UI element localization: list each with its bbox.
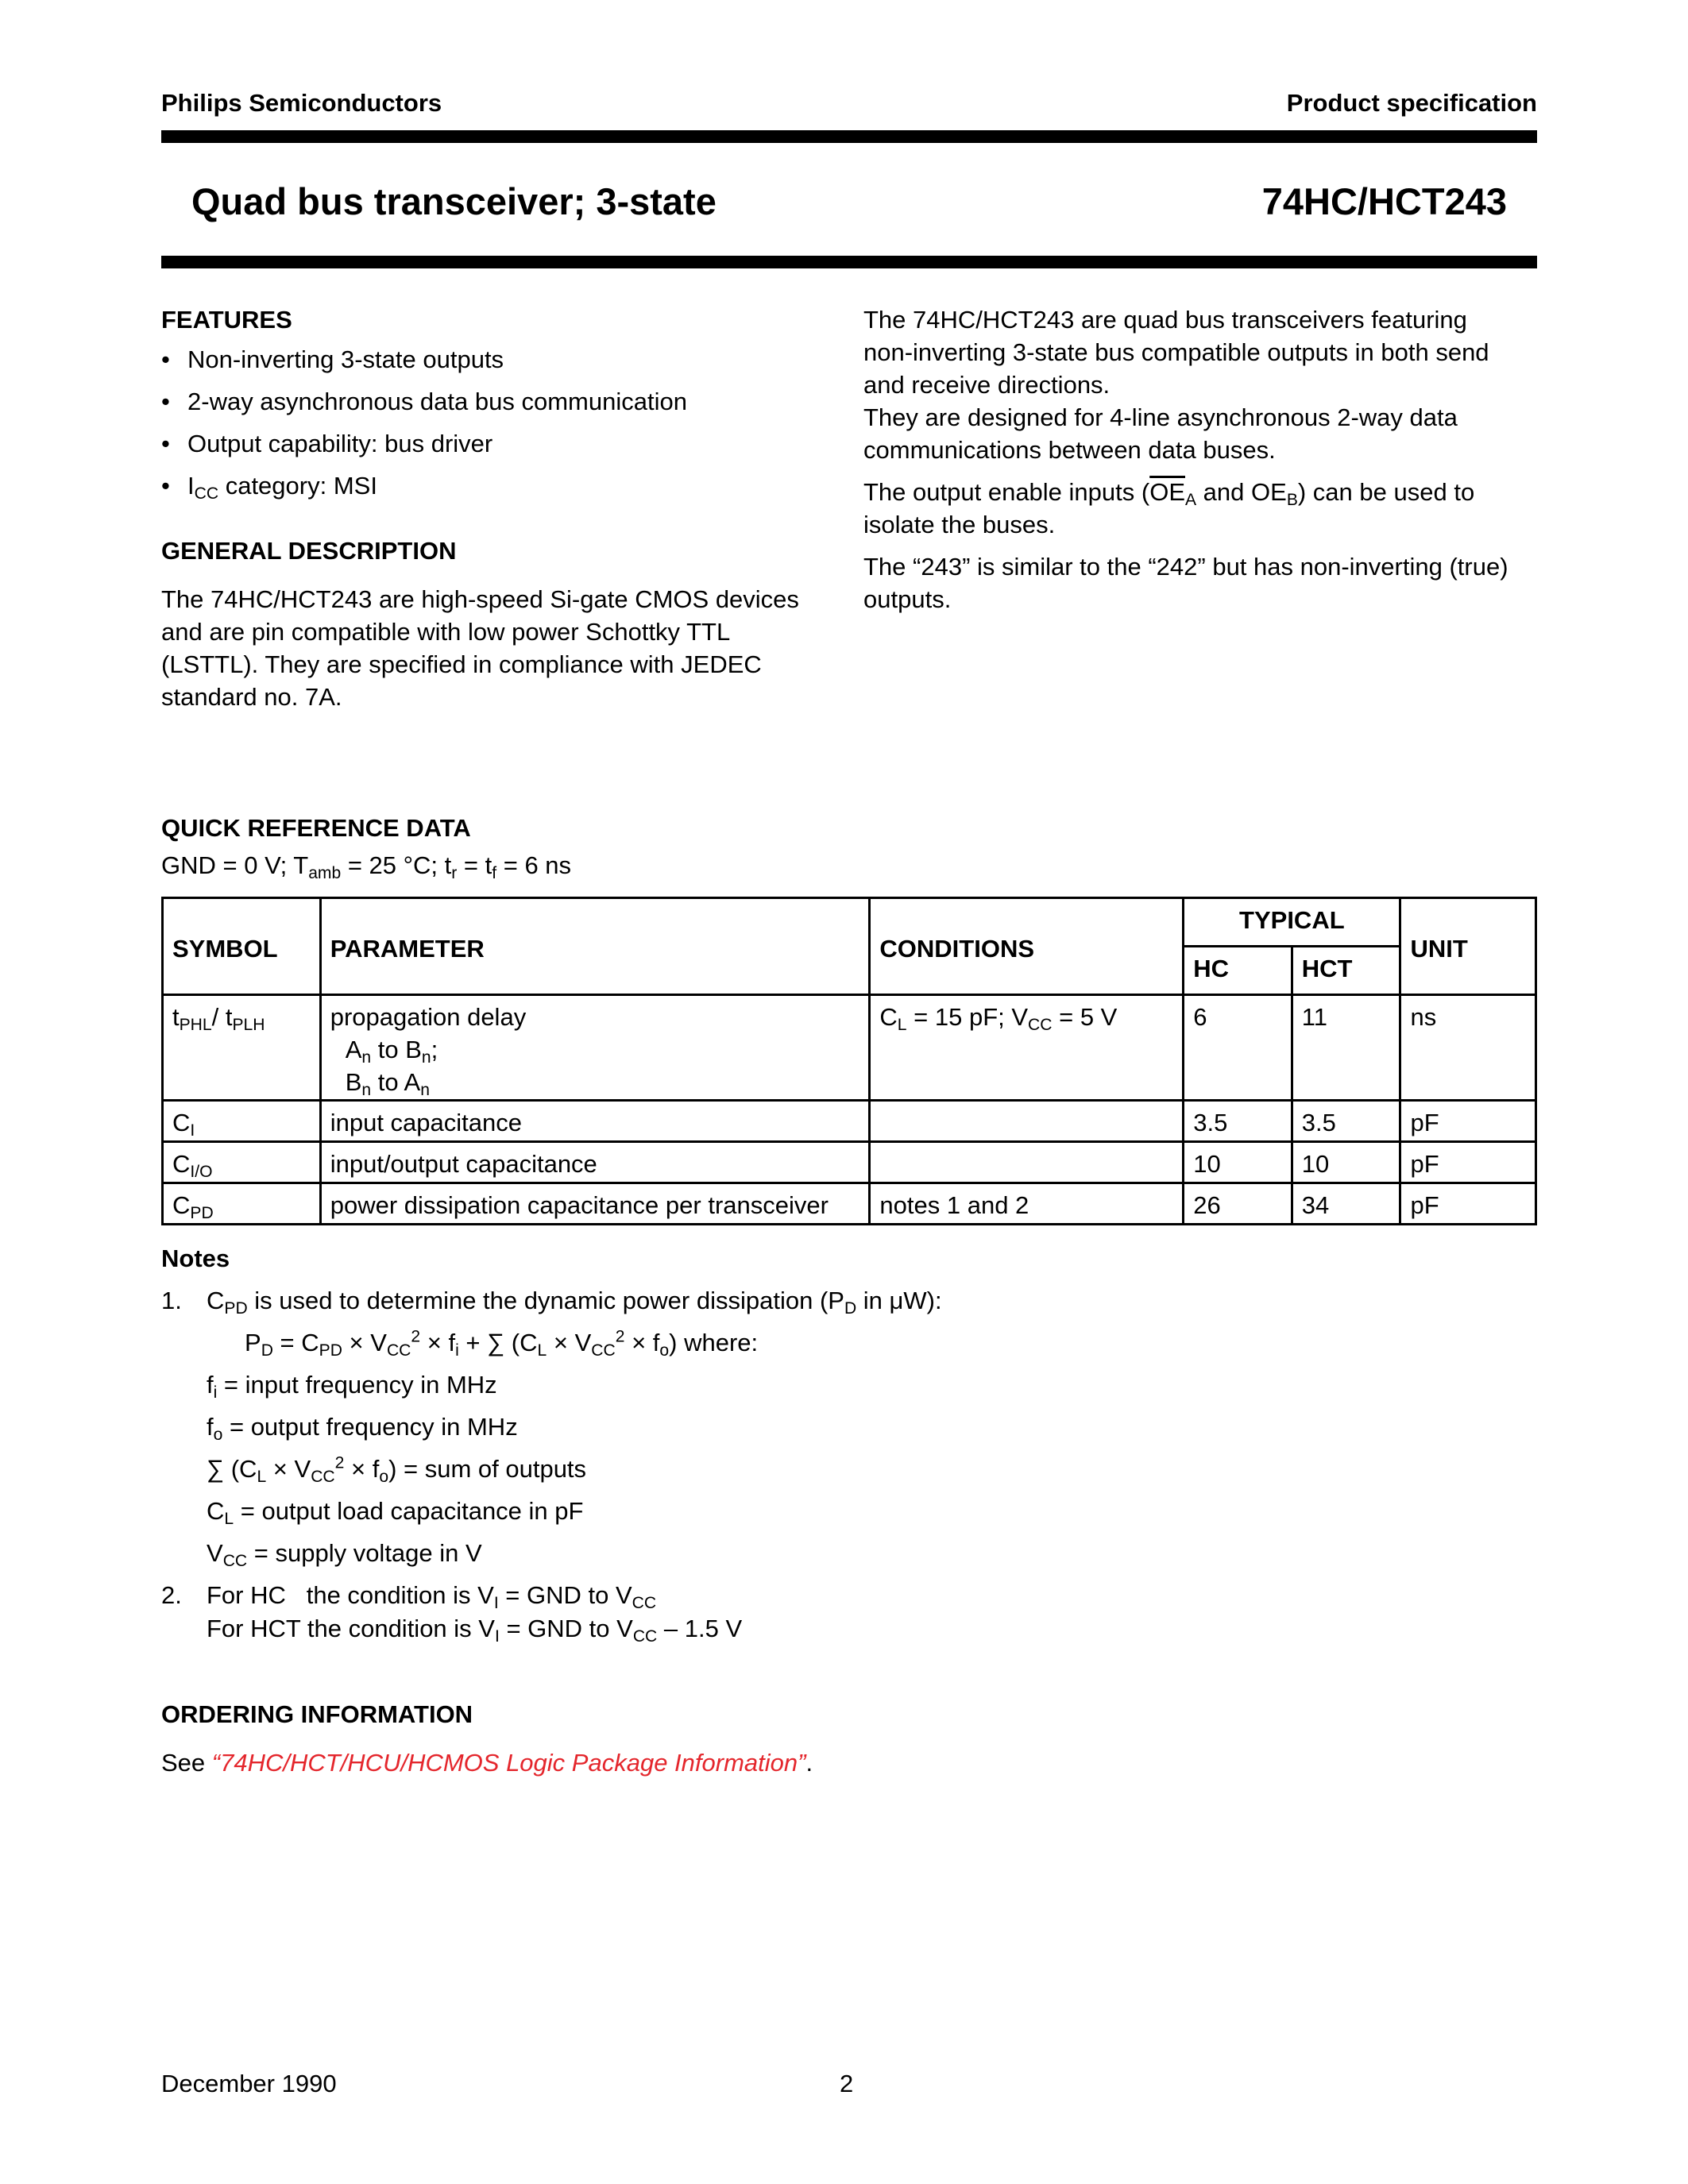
cell-hct: 10 (1292, 1142, 1400, 1183)
description-line: The “243” is similar to the “242” but has non-inverting (true) (863, 553, 1508, 581)
general-description-line: The 74HC/HCT243 are high-speed Si-gate CMOS devices (161, 585, 799, 613)
notes-section (161, 1242, 1537, 1654)
description-line: isolate the buses. (863, 511, 1056, 538)
table-row (163, 1183, 1536, 1225)
formula-definition: $C_L$ = output load capacitance in pF (207, 1497, 584, 1528)
features-list (161, 343, 844, 511)
cell-unit: pF (1400, 1142, 1536, 1183)
cell-hc: 10 (1184, 1142, 1292, 1183)
datasheet-page (161, 0, 1537, 2184)
cell-parameter: input capacitance (320, 1101, 870, 1142)
cell-unit: pF (1400, 1183, 1536, 1225)
cell-conditions: $C_L = 15$ pF; $V_{CC} = 5$ V (870, 995, 1184, 1101)
bullet-icon: • (161, 430, 170, 457)
left-column (161, 303, 844, 713)
description-line: They are designed for 4-line asynchronous 2-way data (863, 403, 1458, 431)
cell-symbol: $C_{I/O}$ (163, 1142, 321, 1183)
bullet-icon: • (161, 472, 170, 500)
formula-definition: $f_o$ = output frequency in MHz (207, 1413, 518, 1444)
table-row (163, 995, 1536, 1101)
cell-symbol: $C_I$ (163, 1101, 321, 1142)
column-header-unit: UNIT (1400, 898, 1536, 995)
column-header-hc: HC (1184, 947, 1292, 995)
description-line: The 74HC/HCT243 are quad bus transceivers featuring (863, 306, 1467, 334)
note-1: 1. $C_{PD}$ is used to determine the dynamic power dissipation ($P_D$ in μW): (161, 1287, 942, 1318)
features-heading: FEATURES (161, 306, 292, 334)
cell-symbol: $C_{PD}$ (163, 1183, 321, 1225)
quick-reference-conditions: GND = 0 V; $T_{amb} = 25$ °C; $t_r = t_f = 6$ ns (161, 851, 572, 882)
footer-date: December 1990 (161, 2070, 337, 2097)
note-2-hct: For HCT the condition is $V_I$ = GND to $V_{CC} - 1.5$ V (207, 1615, 743, 1646)
quick-reference-table (161, 897, 1537, 1225)
quick-reference-section (161, 812, 1537, 882)
feature-item: • Non-inverting 3-state outputs (161, 343, 844, 385)
description-line: non-inverting 3-state bus compatible outputs in both send (863, 338, 1489, 366)
part-number: 74HC/HCT243 (1261, 180, 1507, 222)
quick-reference-heading: QUICK REFERENCE DATA (161, 814, 471, 842)
table-row (163, 1142, 1536, 1183)
formula-definition: $V_{CC}$ = supply voltage in V (207, 1539, 482, 1570)
description-line: outputs. (863, 585, 952, 613)
bullet-icon: • (161, 345, 170, 373)
feature-item: • $I_{CC}$ category: MSI (161, 469, 844, 511)
description-line: communications between data buses. (863, 436, 1276, 464)
product-title: Quad bus transceiver; 3-state (191, 180, 717, 222)
table-header-row (163, 898, 1536, 947)
general-description-line: and are pin compatible with low power Schottky TTL (161, 618, 731, 646)
right-column (863, 303, 1539, 615)
cell-hc: 6 (1184, 995, 1292, 1101)
running-header (161, 89, 1537, 121)
cell-unit: pF (1400, 1101, 1536, 1142)
header-rule (161, 130, 1537, 143)
ordering-section (161, 1698, 1537, 1779)
cell-parameter: power dissipation capacitance per transceiver (320, 1183, 870, 1225)
column-header-conditions: CONDITIONS (870, 898, 1184, 995)
general-description-line: (LSTTL). They are specified in compliance with JEDEC (161, 650, 762, 678)
cell-parameter: input/output capacitance (320, 1142, 870, 1183)
cell-hct: 11 (1292, 995, 1400, 1101)
formula-definition: $f_i$ = input frequency in MHz (207, 1371, 497, 1402)
cell-parameter: propagation delay $A_n$ to $B_n$; $B_n$ to $A_n$ (320, 995, 870, 1101)
column-header-typical: TYPICAL (1184, 898, 1400, 947)
cell-hc: 3.5 (1184, 1101, 1292, 1142)
output-enable-line: The output enable inputs ($\overline{OE}_A$ and $OE_B$) can be used to (863, 478, 1475, 509)
notes-heading: Notes (161, 1244, 230, 1272)
bullet-icon: • (161, 388, 170, 415)
cell-hct: 3.5 (1292, 1101, 1400, 1142)
general-description-line: standard no. 7A. (161, 683, 342, 711)
cell-conditions (870, 1142, 1184, 1183)
power-formula: $P_D = C_{PD} \times V_{CC}^2 \times f_i$ + ∑ $(C_L \times V_{CC}^2 \times f_o)$ where: (245, 1327, 759, 1360)
cell-conditions (870, 1101, 1184, 1142)
company-name: Philips Semiconductors (161, 89, 442, 117)
column-header-parameter: PARAMETER (320, 898, 870, 995)
cell-conditions: notes 1 and 2 (870, 1183, 1184, 1225)
ordering-heading: ORDERING INFORMATION (161, 1700, 473, 1728)
column-header-symbol: SYMBOL (163, 898, 321, 995)
formula-definition: ∑ $(C_L \times V_{CC}^2 \times f_o)$ = sum of outputs (207, 1453, 587, 1486)
title-bar (191, 179, 1507, 227)
page-number: 2 (840, 2070, 854, 2097)
feature-item: • Output capability: bus driver (161, 427, 844, 469)
cell-hct: 34 (1292, 1183, 1400, 1225)
document-type: Product specification (1286, 89, 1537, 117)
general-description-heading: GENERAL DESCRIPTION (161, 537, 457, 565)
cell-unit: ns (1400, 995, 1536, 1101)
description-line: and receive directions. (863, 371, 1111, 399)
table-row (163, 1101, 1536, 1142)
cell-hc: 26 (1184, 1183, 1292, 1225)
title-rule (161, 256, 1537, 268)
oe-a-overline: $\overline{OE}$ (1149, 478, 1185, 506)
ordering-text: See “74HC/HCT/HCU/HCMOS Logic Package Information”. (161, 1749, 813, 1777)
column-header-hct: HCT (1292, 947, 1400, 995)
package-information-link[interactable]: “74HC/HCT/HCU/HCMOS Logic Package Information” (211, 1749, 806, 1777)
cell-symbol: $t_{PHL}/$ $t_{PLH}$ (163, 995, 321, 1101)
note-2: 2. For HC the condition is $V_I$ = GND to $V_{CC}$ (161, 1581, 657, 1612)
feature-item: • 2-way asynchronous data bus communication (161, 385, 844, 427)
